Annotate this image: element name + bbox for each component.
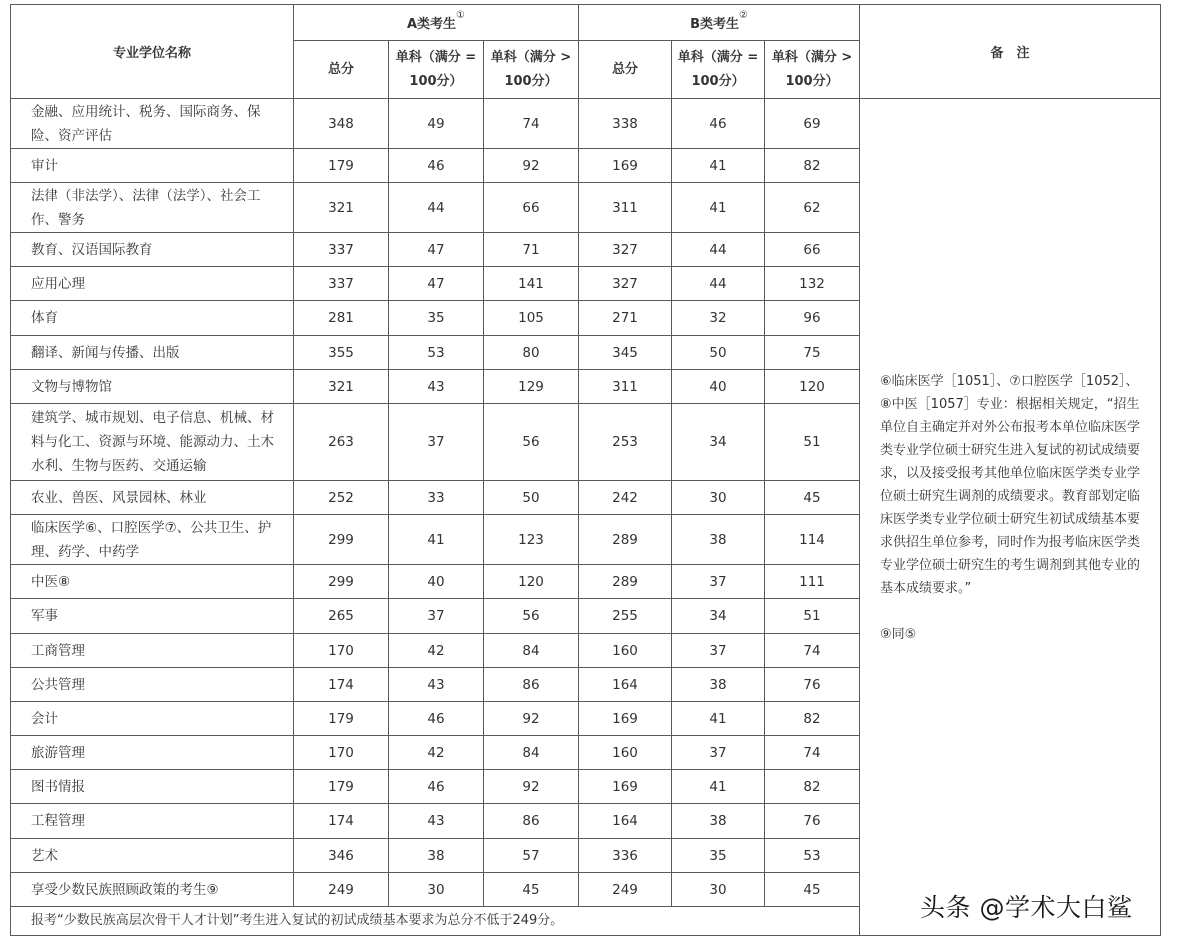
cell-b-s2: 53 [765, 839, 860, 873]
row-name: 公共管理 [11, 668, 294, 702]
remarks-content [880, 99, 1146, 646]
row-name: 金融、应用统计、税务、国际商务、保险、资产评估 [11, 99, 294, 149]
cell-b-s1: 38 [672, 515, 765, 565]
cell-a-total: 346 [294, 839, 389, 873]
cell-a-s1: 43 [389, 370, 484, 404]
row-name: 应用心理 [11, 267, 294, 301]
cell-a-s2: 120 [484, 565, 579, 599]
cell-b-s1: 30 [672, 481, 765, 515]
cell-b-s1: 41 [672, 770, 765, 804]
cell-b-total: 160 [579, 736, 672, 770]
cell-a-s1: 40 [389, 565, 484, 599]
row-name: 艺术 [11, 839, 294, 873]
cell-a-total: 263 [294, 404, 389, 481]
cell-a-s1: 43 [389, 804, 484, 839]
cell-a-total: 179 [294, 149, 389, 183]
cell-a-s2: 57 [484, 839, 579, 873]
cell-b-s2: 75 [765, 336, 860, 370]
cell-a-total: 179 [294, 770, 389, 804]
cell-a-s1: 37 [389, 404, 484, 481]
header-name: 专业学位名称 [11, 5, 294, 99]
cell-b-total: 160 [579, 634, 672, 668]
cell-a-s1: 46 [389, 149, 484, 183]
cell-a-s2: 92 [484, 770, 579, 804]
header-group-a [294, 5, 579, 41]
cell-b-s1: 34 [672, 404, 765, 481]
cell-a-s2: 56 [484, 404, 579, 481]
cell-a-total: 265 [294, 599, 389, 634]
cell-b-s1: 37 [672, 634, 765, 668]
cell-b-s2: 74 [765, 736, 860, 770]
cell-b-s1: 34 [672, 599, 765, 634]
cell-b-s1: 46 [672, 99, 765, 149]
cell-b-total: 345 [579, 336, 672, 370]
header-group-a-label: A类考生 [406, 17, 457, 32]
header-a-single-eq: 单科（满分 = 100分） [389, 41, 484, 99]
cell-a-s2: 105 [484, 301, 579, 336]
footer-note: 报考“少数民族高层次骨干人才计划”考生进入复试的初试成绩基本要求为总分不低于249分。 [11, 907, 860, 936]
cell-a-s1: 42 [389, 736, 484, 770]
cell-a-s2: 74 [484, 99, 579, 149]
cell-a-s2: 86 [484, 804, 579, 839]
score-table [10, 4, 1161, 936]
cell-b-total: 336 [579, 839, 672, 873]
cell-b-total: 242 [579, 481, 672, 515]
cell-a-s2: 45 [484, 873, 579, 907]
cell-b-total: 289 [579, 515, 672, 565]
cell-b-total: 169 [579, 770, 672, 804]
row-name: 翻译、新闻与传播、出版 [11, 336, 294, 370]
cell-b-s2: 120 [765, 370, 860, 404]
row-name: 文物与博物馆 [11, 370, 294, 404]
cell-a-total: 179 [294, 702, 389, 736]
cell-b-s1: 30 [672, 873, 765, 907]
cell-b-total: 164 [579, 668, 672, 702]
score-table-container [10, 4, 1160, 936]
row-name: 审计 [11, 149, 294, 183]
cell-a-total: 170 [294, 736, 389, 770]
cell-b-s2: 69 [765, 99, 860, 149]
cell-b-s1: 38 [672, 804, 765, 839]
cell-a-s1: 43 [389, 668, 484, 702]
remarks-paragraph-1: ⑥临床医学［1051］、⑦口腔医学［1052］、⑧中医［1057］专业：根据相关规定，“招生单位自主确定并对外公布报考本单位临床医学类专业学位硕士研究生进入复试的初试成绩要求，以及接受报考其他单位临床医学类专业学位硕士研究生调剂的成绩要求。教育部划定临床医学类专业学位硕士研究生初试成绩基本要求供招生单位参考，同时作为报考临床医学类专业学位硕士研究生的考生调剂到其他专业的基本成绩要求。” [880, 374, 1141, 596]
cell-b-s2: 51 [765, 599, 860, 634]
cell-b-s2: 66 [765, 233, 860, 267]
cell-a-s1: 47 [389, 267, 484, 301]
watermark: 头条 @学术大白鲨 [920, 893, 1133, 922]
cell-b-s1: 44 [672, 233, 765, 267]
header-a-single-gt: 单科（满分 > 100分） [484, 41, 579, 99]
row-name: 图书情报 [11, 770, 294, 804]
row-name: 工程管理 [11, 804, 294, 839]
remarks-cell [860, 99, 1161, 936]
cell-b-s2: 74 [765, 634, 860, 668]
cell-a-s2: 56 [484, 599, 579, 634]
cell-a-s1: 33 [389, 481, 484, 515]
cell-a-s2: 86 [484, 668, 579, 702]
cell-a-s1: 49 [389, 99, 484, 149]
cell-a-s2: 50 [484, 481, 579, 515]
cell-b-s1: 37 [672, 565, 765, 599]
row-name: 军事 [11, 599, 294, 634]
row-name: 体育 [11, 301, 294, 336]
cell-b-s1: 40 [672, 370, 765, 404]
cell-b-s2: 51 [765, 404, 860, 481]
cell-b-s2: 82 [765, 149, 860, 183]
header-group-a-mark: ① [456, 10, 466, 21]
cell-b-total: 311 [579, 183, 672, 233]
header-group-b [579, 5, 860, 41]
cell-b-total: 164 [579, 804, 672, 839]
cell-a-s2: 71 [484, 233, 579, 267]
cell-b-s2: 132 [765, 267, 860, 301]
cell-b-s1: 37 [672, 736, 765, 770]
cell-b-total: 327 [579, 267, 672, 301]
cell-b-s2: 82 [765, 770, 860, 804]
header-b-total: 总分 [579, 41, 672, 99]
cell-b-s2: 76 [765, 668, 860, 702]
row-name: 建筑学、城市规划、电子信息、机械、材料与化工、资源与环境、能源动力、土木水利、生物与医药、交通运输 [11, 404, 294, 481]
cell-a-s2: 66 [484, 183, 579, 233]
cell-b-s2: 82 [765, 702, 860, 736]
cell-a-total: 337 [294, 267, 389, 301]
cell-a-total: 299 [294, 515, 389, 565]
cell-a-total: 321 [294, 370, 389, 404]
cell-a-s2: 141 [484, 267, 579, 301]
row-name: 教育、汉语国际教育 [11, 233, 294, 267]
cell-a-s1: 30 [389, 873, 484, 907]
row-name: 享受少数民族照顾政策的考生⑨ [11, 873, 294, 907]
row-name: 工商管理 [11, 634, 294, 668]
cell-a-total: 249 [294, 873, 389, 907]
cell-b-s1: 50 [672, 336, 765, 370]
cell-a-s1: 53 [389, 336, 484, 370]
table-body [11, 99, 1161, 936]
cell-b-s1: 44 [672, 267, 765, 301]
cell-a-total: 174 [294, 804, 389, 839]
cell-a-s1: 38 [389, 839, 484, 873]
cell-b-total: 271 [579, 301, 672, 336]
row-name: 中医⑧ [11, 565, 294, 599]
cell-a-s1: 42 [389, 634, 484, 668]
cell-b-s1: 32 [672, 301, 765, 336]
cell-b-s2: 62 [765, 183, 860, 233]
cell-b-total: 338 [579, 99, 672, 149]
cell-a-s2: 129 [484, 370, 579, 404]
cell-b-s1: 41 [672, 149, 765, 183]
header-group-b-mark: ② [739, 10, 748, 21]
cell-b-total: 169 [579, 149, 672, 183]
cell-a-total: 174 [294, 668, 389, 702]
cell-a-total: 337 [294, 233, 389, 267]
remarks-paragraph-2: ⑨同⑤ [880, 627, 917, 642]
cell-a-s2: 92 [484, 149, 579, 183]
cell-b-s1: 41 [672, 702, 765, 736]
cell-b-total: 311 [579, 370, 672, 404]
cell-b-total: 255 [579, 599, 672, 634]
header-b-single-eq: 单科（满分 = 100分） [672, 41, 765, 99]
row-name: 法律（非法学）、法律（法学）、社会工作、警务 [11, 183, 294, 233]
cell-a-total: 321 [294, 183, 389, 233]
cell-b-s2: 45 [765, 873, 860, 907]
cell-a-total: 281 [294, 301, 389, 336]
cell-b-s2: 45 [765, 481, 860, 515]
cell-b-s1: 41 [672, 183, 765, 233]
cell-b-s2: 114 [765, 515, 860, 565]
cell-b-total: 253 [579, 404, 672, 481]
cell-b-total: 327 [579, 233, 672, 267]
header-group-b-label: B类考生 [690, 17, 739, 32]
cell-a-s1: 44 [389, 183, 484, 233]
row-name: 临床医学⑥、口腔医学⑦、公共卫生、护理、药学、中药学 [11, 515, 294, 565]
cell-b-s1: 35 [672, 839, 765, 873]
row-name: 农业、兽医、风景园林、林业 [11, 481, 294, 515]
cell-a-s1: 46 [389, 770, 484, 804]
cell-a-total: 355 [294, 336, 389, 370]
row-name: 会计 [11, 702, 294, 736]
cell-b-total: 289 [579, 565, 672, 599]
cell-a-s1: 41 [389, 515, 484, 565]
header-remarks: 备 注 [860, 5, 1161, 99]
cell-b-total: 249 [579, 873, 672, 907]
cell-a-s2: 80 [484, 336, 579, 370]
header-a-total: 总分 [294, 41, 389, 99]
cell-b-total: 169 [579, 702, 672, 736]
header-b-single-gt: 单科（满分 > 100分） [765, 41, 860, 99]
row-name: 旅游管理 [11, 736, 294, 770]
cell-b-s2: 111 [765, 565, 860, 599]
cell-a-s2: 84 [484, 634, 579, 668]
cell-a-s1: 37 [389, 599, 484, 634]
cell-a-s1: 35 [389, 301, 484, 336]
cell-b-s2: 96 [765, 301, 860, 336]
cell-a-total: 170 [294, 634, 389, 668]
cell-a-total: 348 [294, 99, 389, 149]
cell-a-s1: 47 [389, 233, 484, 267]
cell-a-s1: 46 [389, 702, 484, 736]
cell-a-s2: 123 [484, 515, 579, 565]
cell-a-s2: 84 [484, 736, 579, 770]
cell-a-total: 252 [294, 481, 389, 515]
cell-a-total: 299 [294, 565, 389, 599]
cell-a-s2: 92 [484, 702, 579, 736]
cell-b-s1: 38 [672, 668, 765, 702]
table-row [11, 99, 1161, 149]
cell-b-s2: 76 [765, 804, 860, 839]
